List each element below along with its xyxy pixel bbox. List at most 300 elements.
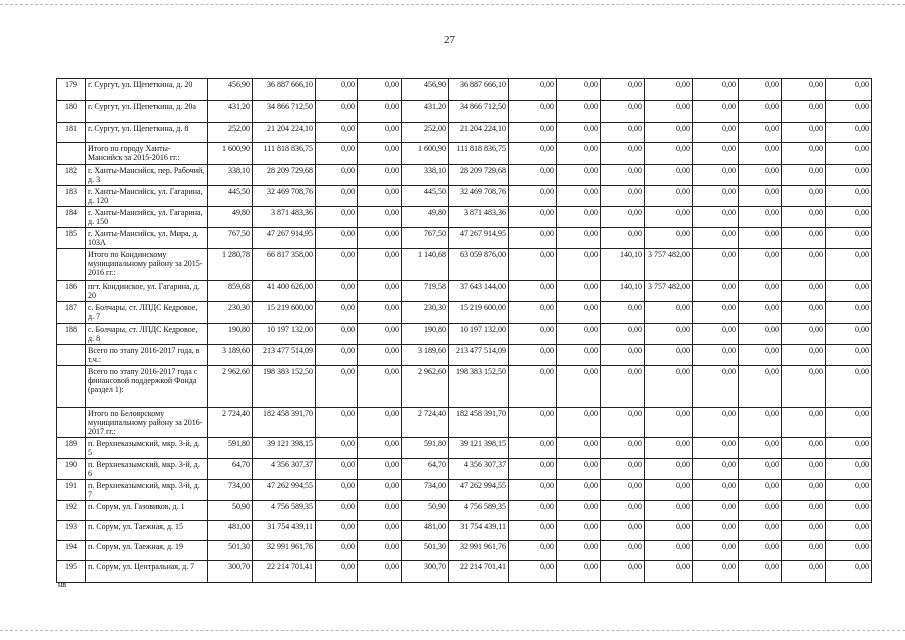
value-cell: 0,00 — [509, 521, 557, 541]
row-number-cell: 194 — [57, 541, 86, 561]
value-cell: 0,00 — [693, 207, 739, 228]
value-cell: 0,00 — [557, 281, 601, 302]
value-cell: 0,00 — [739, 345, 782, 366]
table-row — [57, 345, 872, 366]
value-cell: 0,00 — [316, 366, 358, 408]
value-cell: 300,70 — [208, 561, 253, 583]
table-row — [57, 281, 872, 302]
value-cell: 0,00 — [693, 143, 739, 165]
value-cell: 0,00 — [601, 302, 645, 324]
value-cell: 0,00 — [557, 480, 601, 501]
value-cell: 1 140,68 — [402, 249, 449, 281]
value-cell: 0,00 — [693, 408, 739, 438]
value-cell: 0,00 — [782, 281, 826, 302]
value-cell: 0,00 — [782, 459, 826, 480]
value-cell: 0,00 — [693, 561, 739, 583]
value-cell: 47 267 914,95 — [253, 228, 316, 249]
value-cell: 1 280,78 — [208, 249, 253, 281]
value-cell: 0,00 — [645, 408, 693, 438]
value-cell: 0,00 — [358, 123, 402, 143]
value-cell: 0,00 — [645, 101, 693, 123]
address-cell: п. Верхнеказымский, мкр. 3-й, д. 7 — [86, 480, 208, 501]
value-cell: 28 209 729,68 — [253, 165, 316, 186]
value-cell: 0,00 — [645, 366, 693, 408]
value-cell: 0,00 — [693, 366, 739, 408]
value-cell: 0,00 — [826, 459, 872, 480]
value-cell: 0,00 — [557, 438, 601, 459]
value-cell: 0,00 — [739, 228, 782, 249]
value-cell: 0,00 — [358, 143, 402, 165]
value-cell: 0,00 — [826, 345, 872, 366]
address-cell: г. Ханты-Мансийск, ул. Мира, д. 103А — [86, 228, 208, 249]
value-cell: 0,00 — [601, 186, 645, 207]
value-cell: 0,00 — [509, 101, 557, 123]
value-cell: 0,00 — [509, 228, 557, 249]
value-cell: 0,00 — [358, 480, 402, 501]
value-cell: 0,00 — [557, 186, 601, 207]
value-cell: 0,00 — [693, 302, 739, 324]
value-cell: 31 754 439,11 — [253, 521, 316, 541]
row-number-cell: 193 — [57, 521, 86, 541]
value-cell: 0,00 — [782, 480, 826, 501]
row-number-cell: 182 — [57, 165, 86, 186]
value-cell: 0,00 — [693, 249, 739, 281]
value-cell: 0,00 — [509, 324, 557, 345]
value-cell: 767,50 — [402, 228, 449, 249]
value-cell: 0,00 — [826, 541, 872, 561]
row-number-cell: 181 — [57, 123, 86, 143]
value-cell: 0,00 — [601, 123, 645, 143]
value-cell: 0,00 — [739, 143, 782, 165]
value-cell: 0,00 — [316, 438, 358, 459]
address-cell: пгт. Кондинское, ул. Гагарина, д. 20 — [86, 281, 208, 302]
value-cell: 0,00 — [316, 541, 358, 561]
value-cell: 0,00 — [557, 459, 601, 480]
address-cell: Итого по Белоярскому муниципальному району за 2016-2017 гг.: — [86, 408, 208, 438]
value-cell: 0,00 — [739, 249, 782, 281]
value-cell: 0,00 — [645, 561, 693, 583]
value-cell: 0,00 — [693, 165, 739, 186]
value-cell: 0,00 — [782, 101, 826, 123]
value-cell: 32 469 708,76 — [449, 186, 509, 207]
value-cell: 0,00 — [316, 123, 358, 143]
value-cell: 49,80 — [208, 207, 253, 228]
value-cell: 32 469 708,76 — [253, 186, 316, 207]
address-cell: п. Сорум, ул. Таежная, д. 15 — [86, 521, 208, 541]
value-cell: 0,00 — [645, 459, 693, 480]
value-cell: 49,80 — [402, 207, 449, 228]
value-cell: 3 757 482,00 — [645, 281, 693, 302]
value-cell: 34 866 712,50 — [253, 101, 316, 123]
value-cell: 0,00 — [358, 101, 402, 123]
value-cell: 111 818 836,75 — [253, 143, 316, 165]
value-cell: 0,00 — [358, 302, 402, 324]
table-row — [57, 541, 872, 561]
table-row — [57, 480, 872, 501]
value-cell: 0,00 — [782, 345, 826, 366]
value-cell: 0,00 — [358, 345, 402, 366]
value-cell: 0,00 — [557, 143, 601, 165]
value-cell: 338,10 — [208, 165, 253, 186]
value-cell: 0,00 — [645, 123, 693, 143]
value-cell: 0,00 — [557, 249, 601, 281]
value-cell: 4 356 307,37 — [253, 459, 316, 480]
value-cell: 0,00 — [826, 521, 872, 541]
address-cell: п. Верхнеказымский, мкр. 3-й, д. 6 — [86, 459, 208, 480]
value-cell: 0,00 — [601, 324, 645, 345]
value-cell: 198 383 152,50 — [253, 366, 316, 408]
value-cell: 0,00 — [557, 541, 601, 561]
row-number-cell — [57, 408, 86, 438]
value-cell: 0,00 — [358, 165, 402, 186]
value-cell: 0,00 — [826, 207, 872, 228]
value-cell: 0,00 — [601, 561, 645, 583]
value-cell: 0,00 — [645, 438, 693, 459]
value-cell: 0,00 — [601, 501, 645, 521]
value-cell: 0,00 — [358, 207, 402, 228]
value-cell: 0,00 — [316, 324, 358, 345]
value-cell: 0,00 — [557, 123, 601, 143]
value-cell: 39 121 398,15 — [253, 438, 316, 459]
table-body — [57, 79, 872, 583]
value-cell: 28 209 729,68 — [449, 165, 509, 186]
row-number-cell — [57, 366, 86, 408]
value-cell: 767,50 — [208, 228, 253, 249]
value-cell: 22 214 701,41 — [449, 561, 509, 583]
value-cell: 0,00 — [645, 501, 693, 521]
value-cell: 213 477 514,09 — [449, 345, 509, 366]
value-cell: 0,00 — [509, 186, 557, 207]
value-cell: 0,00 — [645, 143, 693, 165]
table-row — [57, 207, 872, 228]
row-number-cell — [57, 143, 86, 165]
value-cell: 0,00 — [693, 459, 739, 480]
row-number-cell: 180 — [57, 101, 86, 123]
value-cell: 0,00 — [645, 521, 693, 541]
value-cell: 190,80 — [402, 324, 449, 345]
value-cell: 0,00 — [693, 123, 739, 143]
row-number-cell: 191 — [57, 480, 86, 501]
table-row — [57, 302, 872, 324]
value-cell: 0,00 — [601, 541, 645, 561]
value-cell: 0,00 — [693, 480, 739, 501]
value-cell: 0,00 — [645, 324, 693, 345]
value-cell: 0,00 — [316, 561, 358, 583]
row-number-cell: 195 — [57, 561, 86, 583]
value-cell: 431,20 — [402, 101, 449, 123]
value-cell: 859,68 — [208, 281, 253, 302]
table-row — [57, 123, 872, 143]
value-cell: 0,00 — [782, 561, 826, 583]
value-cell: 0,00 — [316, 143, 358, 165]
value-cell: 0,00 — [782, 541, 826, 561]
address-cell: п. Верхнеказымский, мкр. 3-й, д. 5 — [86, 438, 208, 459]
value-cell: 0,00 — [509, 165, 557, 186]
value-cell: 0,00 — [316, 501, 358, 521]
value-cell: 0,00 — [693, 228, 739, 249]
value-cell: 0,00 — [601, 408, 645, 438]
value-cell: 0,00 — [782, 438, 826, 459]
value-cell: 0,00 — [509, 207, 557, 228]
value-cell: 4 756 589,35 — [449, 501, 509, 521]
value-cell: 591,80 — [208, 438, 253, 459]
value-cell: 0,00 — [358, 249, 402, 281]
row-number-cell: 184 — [57, 207, 86, 228]
value-cell: 0,00 — [739, 302, 782, 324]
value-cell: 0,00 — [739, 501, 782, 521]
value-cell: 3 189,60 — [208, 345, 253, 366]
value-cell: 0,00 — [826, 438, 872, 459]
value-cell: 140,10 — [601, 281, 645, 302]
value-cell: 0,00 — [601, 143, 645, 165]
address-cell: п. Сорум, ул. Газовиков, д. 1 — [86, 501, 208, 521]
value-cell: 0,00 — [316, 302, 358, 324]
value-cell: 719,58 — [402, 281, 449, 302]
value-cell: 0,00 — [509, 143, 557, 165]
value-cell: 4 756 589,35 — [253, 501, 316, 521]
value-cell: 0,00 — [557, 408, 601, 438]
value-cell: 0,00 — [739, 366, 782, 408]
value-cell: 0,00 — [739, 521, 782, 541]
row-number-cell: 185 — [57, 228, 86, 249]
value-cell: 0,00 — [509, 459, 557, 480]
value-cell: 0,00 — [645, 186, 693, 207]
value-cell: 0,00 — [557, 101, 601, 123]
value-cell: 37 643 144,00 — [449, 281, 509, 302]
value-cell: 0,00 — [782, 228, 826, 249]
value-cell: 0,00 — [316, 345, 358, 366]
value-cell: 230,30 — [208, 302, 253, 324]
value-cell: 15 219 600,00 — [449, 302, 509, 324]
row-number-cell: 183 — [57, 186, 86, 207]
address-cell: г. Сургут, ул. Щепеткина, д. 20а — [86, 101, 208, 123]
value-cell: 3 757 482,00 — [645, 249, 693, 281]
value-cell: 0,00 — [782, 366, 826, 408]
value-cell: 0,00 — [739, 408, 782, 438]
value-cell: 21 204 224,10 — [253, 123, 316, 143]
address-cell: г. Сургут, ул. Щепеткина, д. 8 — [86, 123, 208, 143]
value-cell: 0,00 — [693, 281, 739, 302]
value-cell: 0,00 — [826, 281, 872, 302]
value-cell: 0,00 — [557, 324, 601, 345]
value-cell: 0,00 — [739, 123, 782, 143]
table-row — [57, 143, 872, 165]
value-cell: 36 887 666,10 — [449, 79, 509, 101]
value-cell: 0,00 — [645, 541, 693, 561]
value-cell: 0,00 — [601, 345, 645, 366]
value-cell: 0,00 — [693, 324, 739, 345]
value-cell: 0,00 — [509, 501, 557, 521]
value-cell: 0,00 — [316, 101, 358, 123]
value-cell: 0,00 — [782, 186, 826, 207]
value-cell: 2 962,60 — [402, 366, 449, 408]
value-cell: 0,00 — [739, 101, 782, 123]
value-cell: 0,00 — [826, 366, 872, 408]
value-cell: 0,00 — [693, 101, 739, 123]
value-cell: 230,30 — [402, 302, 449, 324]
value-cell: 39 121 398,15 — [449, 438, 509, 459]
value-cell: 0,00 — [601, 521, 645, 541]
page-number: 27 — [444, 34, 455, 46]
value-cell: 0,00 — [782, 521, 826, 541]
value-cell: 2 962,60 — [208, 366, 253, 408]
value-cell: 0,00 — [557, 302, 601, 324]
value-cell: 0,00 — [509, 561, 557, 583]
value-cell: 0,00 — [601, 207, 645, 228]
value-cell: 0,00 — [358, 438, 402, 459]
value-cell: 47 267 914,95 — [449, 228, 509, 249]
value-cell: 0,00 — [358, 501, 402, 521]
value-cell: 32 991 961,76 — [449, 541, 509, 561]
value-cell: 300,70 — [402, 561, 449, 583]
address-cell: Итого по Кондинскому муниципальному району за 2015-2016 гг.: — [86, 249, 208, 281]
value-cell: 0,00 — [645, 165, 693, 186]
value-cell: 182 458 391,70 — [253, 408, 316, 438]
value-cell: 445,50 — [402, 186, 449, 207]
value-cell: 0,00 — [826, 143, 872, 165]
value-cell: 182 458 391,70 — [449, 408, 509, 438]
value-cell: 0,00 — [601, 228, 645, 249]
value-cell: 2 724,40 — [402, 408, 449, 438]
value-cell: 0,00 — [557, 366, 601, 408]
value-cell: 10 197 132,00 — [449, 324, 509, 345]
value-cell: 0,00 — [509, 408, 557, 438]
value-cell: 0,00 — [645, 480, 693, 501]
value-cell: 41 400 626,00 — [253, 281, 316, 302]
value-cell: 0,00 — [693, 521, 739, 541]
value-cell: 1 600,90 — [402, 143, 449, 165]
table-row — [57, 228, 872, 249]
value-cell: 481,00 — [402, 521, 449, 541]
value-cell: 0,00 — [826, 228, 872, 249]
value-cell: 0,00 — [782, 501, 826, 521]
value-cell: 31 754 439,11 — [449, 521, 509, 541]
value-cell: 0,00 — [645, 79, 693, 101]
value-cell: 0,00 — [601, 366, 645, 408]
value-cell: 22 214 701,41 — [253, 561, 316, 583]
value-cell: 21 204 224,10 — [449, 123, 509, 143]
value-cell: 0,00 — [509, 123, 557, 143]
value-cell: 0,00 — [693, 438, 739, 459]
scan-edge-top — [0, 4, 905, 5]
value-cell: 0,00 — [739, 480, 782, 501]
value-cell: 0,00 — [739, 324, 782, 345]
value-cell: 64,70 — [402, 459, 449, 480]
value-cell: 0,00 — [316, 281, 358, 302]
value-cell: 338,10 — [402, 165, 449, 186]
address-cell: г. Сургут, ул. Щепеткина, д. 20 — [86, 79, 208, 101]
scan-edge-bottom — [0, 630, 905, 631]
table-row — [57, 438, 872, 459]
value-cell: 0,00 — [693, 541, 739, 561]
value-cell: 0,00 — [739, 281, 782, 302]
row-number-cell: 179 — [57, 79, 86, 101]
value-cell: 734,00 — [208, 480, 253, 501]
value-cell: 0,00 — [316, 79, 358, 101]
address-cell: с. Болчары, ст. ЛПДС Кедровое, д. 8 — [86, 324, 208, 345]
value-cell: 36 887 666,10 — [253, 79, 316, 101]
value-cell: 0,00 — [509, 480, 557, 501]
row-number-cell: 186 — [57, 281, 86, 302]
value-cell: 0,00 — [645, 207, 693, 228]
value-cell: 0,00 — [739, 438, 782, 459]
value-cell: 0,00 — [509, 281, 557, 302]
value-cell: 0,00 — [557, 165, 601, 186]
table-row — [57, 79, 872, 101]
value-cell: 0,00 — [645, 302, 693, 324]
value-cell: 0,00 — [358, 228, 402, 249]
address-cell: г. Ханты-Мансийск, пер. Рабочий, д. 3 — [86, 165, 208, 186]
row-number-cell: 187 — [57, 302, 86, 324]
address-cell: с. Болчары, ст. ЛПДС Кедровое, д. 7 — [86, 302, 208, 324]
value-cell: 10 197 132,00 — [253, 324, 316, 345]
value-cell: 0,00 — [739, 541, 782, 561]
row-number-cell: 188 — [57, 324, 86, 345]
value-cell: 0,00 — [601, 438, 645, 459]
value-cell: 0,00 — [826, 101, 872, 123]
value-cell: 50,90 — [208, 501, 253, 521]
value-cell: 0,00 — [782, 302, 826, 324]
value-cell: 0,00 — [316, 459, 358, 480]
value-cell: 431,20 — [208, 101, 253, 123]
value-cell: 0,00 — [316, 249, 358, 281]
table-row — [57, 366, 872, 408]
value-cell: 0,00 — [739, 165, 782, 186]
value-cell: 3 189,60 — [402, 345, 449, 366]
value-cell: 111 818 836,75 — [449, 143, 509, 165]
value-cell: 0,00 — [826, 249, 872, 281]
value-cell: 0,00 — [826, 501, 872, 521]
value-cell: 140,10 — [601, 249, 645, 281]
value-cell: 456,90 — [402, 79, 449, 101]
value-cell: 0,00 — [358, 408, 402, 438]
value-cell: 0,00 — [782, 143, 826, 165]
value-cell: 501,30 — [208, 541, 253, 561]
value-cell: 47 262 994,55 — [449, 480, 509, 501]
value-cell: 0,00 — [826, 165, 872, 186]
value-cell: 2 724,40 — [208, 408, 253, 438]
value-cell: 213 477 514,09 — [253, 345, 316, 366]
value-cell: 0,00 — [557, 501, 601, 521]
value-cell: 0,00 — [557, 228, 601, 249]
value-cell: 0,00 — [739, 186, 782, 207]
value-cell: 0,00 — [509, 249, 557, 281]
address-cell: г. Ханты-Мансийск, ул. Гагарина, д. 150 — [86, 207, 208, 228]
value-cell: 0,00 — [782, 123, 826, 143]
value-cell: 0,00 — [826, 123, 872, 143]
value-cell: 0,00 — [782, 408, 826, 438]
value-cell: 0,00 — [645, 345, 693, 366]
value-cell: 0,00 — [826, 561, 872, 583]
value-cell: 0,00 — [601, 101, 645, 123]
value-cell: 0,00 — [316, 207, 358, 228]
value-cell: 190,80 — [208, 324, 253, 345]
value-cell: 0,00 — [557, 79, 601, 101]
footer-note: нв — [58, 580, 67, 589]
row-number-cell — [57, 249, 86, 281]
row-number-cell: 192 — [57, 501, 86, 521]
table-row — [57, 501, 872, 521]
address-cell: Всего по этапу 2016-2017 года, в т.ч.: — [86, 345, 208, 366]
value-cell: 456,90 — [208, 79, 253, 101]
value-cell: 0,00 — [739, 561, 782, 583]
value-cell: 0,00 — [358, 79, 402, 101]
value-cell: 32 991 961,76 — [253, 541, 316, 561]
value-cell: 0,00 — [693, 186, 739, 207]
value-cell: 0,00 — [782, 207, 826, 228]
table-row — [57, 521, 872, 541]
table-row — [57, 249, 872, 281]
